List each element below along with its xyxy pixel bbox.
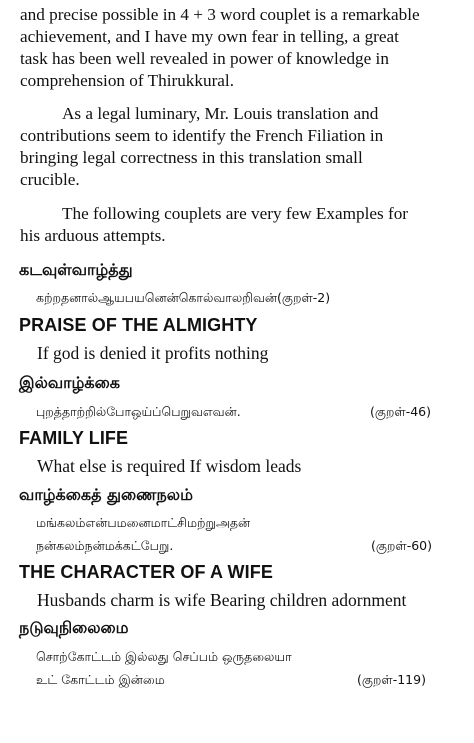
english-chapter-heading: FAMILY LIFE — [19, 428, 129, 448]
tamil-couplet-line: மங்கலம்என்பமனைமாட்சிமற்றுஅதன் — [36, 515, 251, 530]
tamil-couplet-line: சொற்கோட்டம் இல்லது செப்பம் ஒருதலையா — [36, 649, 292, 664]
intro-paragraph-3 — [20, 203, 456, 247]
text-line: crucible. — [20, 170, 80, 189]
tamil-chapter-heading: கடவுள்வாழ்த்து — [19, 260, 133, 279]
text-line: and precise possible in 4 + 3 word couplet is a remarkable — [20, 5, 420, 24]
english-translation: Husbands charm is wife Bearing children adornment — [37, 590, 407, 610]
english-translation: If god is denied it profits nothing — [37, 343, 269, 363]
kural-reference: (குறள்-46) — [370, 404, 431, 419]
text-line: task has been well revealed in power of knowledge in — [20, 49, 389, 68]
kural-reference: (குறள்-60) — [371, 538, 432, 553]
tamil-couplet-line: உட் கோட்டம் இன்மை — [36, 672, 165, 687]
tamil-chapter-heading: நடுவுநிலைமை — [19, 618, 129, 637]
english-chapter-heading: PRAISE OF THE ALMIGHTY — [19, 315, 258, 335]
text-line: As a legal luminary, Mr. Louis translation and — [62, 104, 379, 123]
intro-paragraph-2 — [20, 103, 456, 191]
english-translation: What else is required If wisdom leads — [37, 456, 302, 476]
tamil-chapter-heading: இல்வாழ்க்கை — [19, 373, 120, 392]
english-chapter-heading: THE CHARACTER OF A WIFE — [19, 562, 273, 582]
intro-paragraph-1 — [20, 4, 456, 92]
text-line: his arduous attempts. — [20, 226, 166, 245]
kural-reference: (குறள்-119) — [357, 672, 426, 687]
text-line: achievement, and I have my own fear in telling, a great — [20, 27, 399, 46]
tamil-couplet-line: நன்கலம்நன்மக்கட்பேறு. — [36, 538, 174, 553]
text-line: The following couplets are very few Examples for — [62, 204, 409, 223]
text-line: comprehension of Thirukkural. — [20, 71, 234, 90]
tamil-chapter-heading: வாழ்க்கைத் துணைநலம் — [19, 485, 193, 504]
tamil-couplet-line: கற்றதனால்ஆயபயனென்கொல்வாலறிவன்(குறள்-2) — [36, 290, 331, 305]
text-line: contributions seem to identify the French Filiation in — [20, 126, 384, 145]
tamil-couplet-line: புறத்தாற்றில்போஒய்ப்பெறுவஎவன். — [36, 404, 241, 419]
text-line: bringing legal correctness in this translation small — [20, 148, 363, 167]
